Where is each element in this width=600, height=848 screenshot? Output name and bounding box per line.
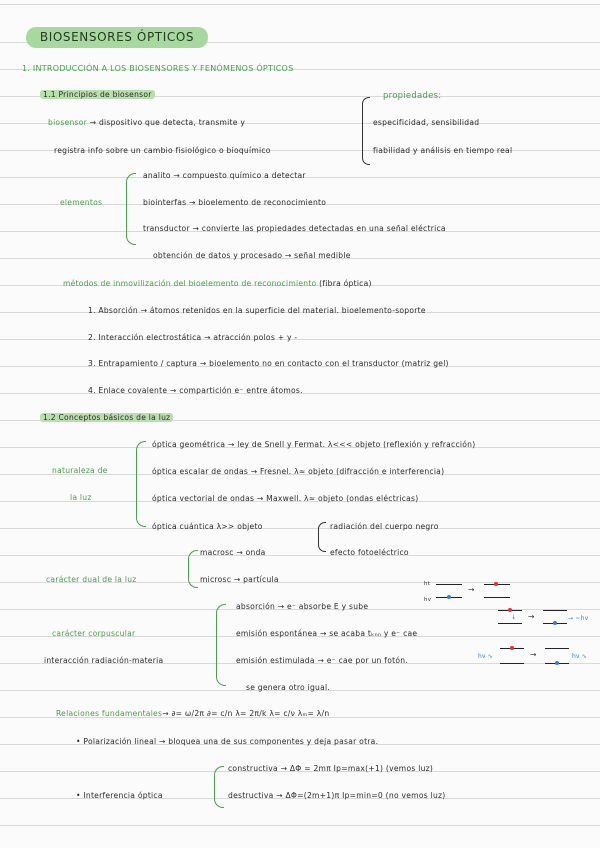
interferencia-constructiva: constructiva → ΔΦ = 2mπ Ip=max(+1) (vemos luz): [228, 764, 434, 773]
level-upper-a1: [436, 584, 462, 585]
optica-escalar: óptica escalar de ondas → Fresnel. λ≈ objeto (difracción e interferencia): [152, 467, 445, 476]
subsection-heading-1-2: [40, 413, 173, 423]
section-heading-1: 1. INTRODUCCIÓN A LOS BIOSENSORES Y FENÓMENOS ÓPTICOS: [22, 64, 294, 73]
dual-brace: [188, 550, 198, 588]
arrow-1: →: [468, 585, 475, 594]
propiedades-brace: [362, 97, 370, 165]
metodo-4: 4. Enlace covalente → compartición e⁻ entre átomos.: [88, 386, 303, 395]
naturaleza-label-1: naturaleza de: [52, 466, 108, 475]
cuerpo-negro: radiación del cuerpo negro: [330, 522, 439, 531]
diagram-label-ht: ht: [424, 581, 431, 587]
optica-vectorial: óptica vectorial de ondas → Maxwell. λ≈ objeto (ondas eléctricas): [152, 494, 419, 503]
level-lower-a2: [484, 597, 510, 598]
metodos-note: (fibra óptica): [319, 279, 372, 288]
polarizacion-lineal: • Polarización lineal → bloquea una de sus componentes y deja pasar otra.: [76, 737, 379, 746]
metodo-2: 2. Interacción electrostática → atracción polos + y -: [88, 333, 298, 342]
emitted-photon: → ~hv: [568, 615, 589, 622]
emision-estimulada-cont: se genera otro igual.: [246, 683, 331, 692]
electron-dot-c2: [555, 661, 559, 665]
relaciones-equations: → ∂= ω/2π ∂= c/n λ= 2π/k λ= c/ν λₘ= λ/n: [162, 709, 330, 718]
stimulated-photons: hν ∿: [572, 653, 588, 660]
subsection-heading-1-1-text: 1.1 Principios de biosensor: [40, 90, 155, 99]
naturaleza-brace: [136, 441, 146, 527]
elemento-4: obtención de datos y procesado → señal medible: [153, 251, 351, 260]
caracter-dual-label: carácter dual de la luz: [46, 575, 137, 584]
elemento-1: analito → compuesto químico a detectar: [143, 171, 306, 180]
propiedad-1: especificidad, sensibilidad: [373, 118, 480, 127]
metodos-title: métodos de inmovilización del bioelemento de reconocimiento: [63, 279, 317, 288]
arrow-2: →: [528, 612, 535, 621]
propiedades-label: propiedades:: [383, 91, 442, 101]
arrow-3: →: [530, 650, 537, 659]
diagram-label-hv: hv: [424, 597, 432, 603]
emision-estimulada: emisión estimulada → e⁻ cae por un fotón.: [236, 656, 408, 665]
electron-dot-b: [508, 608, 512, 612]
metodo-1: 1. Absorción → átomos retenidos en la superficie del material. bioelemento-soporte: [88, 306, 426, 315]
electron-dot-excited: [494, 582, 498, 586]
interferencia-brace: [214, 766, 224, 808]
relaciones-label: Relaciones fundamentales: [56, 709, 163, 718]
incoming-photon: hν ∿: [478, 653, 494, 660]
level-upper-c2: [545, 648, 569, 649]
dual-microsc: microsc → partícula: [200, 575, 279, 584]
naturaleza-label-2: la luz: [70, 493, 92, 502]
dual-macrosc: macrosc → onda: [200, 548, 266, 557]
elemento-2: biointerfas → bioelemento de reconocimiento: [143, 198, 327, 207]
emision-espontanea: emisión espontánea → se acaba tₖₙₙ y e⁻ cae: [236, 629, 418, 638]
biosensor-definition-text: → dispositivo que detecta, transmite y: [89, 118, 246, 127]
metodos-heading: [63, 279, 372, 289]
biosensor-definition-line-2: registra info sobre un cambio fisiológico o bioquímico: [54, 146, 271, 155]
level-lower-b1: [498, 623, 522, 624]
relaciones-fundamentales: [56, 709, 329, 719]
interaccion-label: interacción radiación-materia: [44, 656, 164, 665]
propiedad-2: fiabilidad y análisis en tiempo real: [373, 146, 513, 155]
corpuscular-label: carácter corpuscular: [52, 629, 136, 638]
biosensor-term: biosensor: [48, 118, 87, 127]
electron-dot-c: [510, 646, 514, 650]
interferencia-optica: • Interferencia óptica: [76, 791, 163, 800]
elementos-brace: [126, 173, 136, 245]
corpuscular-brace: [216, 604, 226, 686]
efecto-fotoelectrico: efecto fotoeléctrico: [330, 548, 409, 557]
decay-arrow: ↓: [511, 614, 517, 621]
elemento-3: transductor → convierte las propiedades detectadas en una señal eléctrica: [143, 224, 446, 233]
optica-geometrica: óptica geométrica → ley de Snell y Fermat. λ<<< objeto (reflexión y refracción): [152, 440, 476, 449]
page-title: BIOSENSORES ÓPTICOS: [26, 27, 208, 48]
metodo-3: 3. Entrapamiento / captura → bioelemento no en contacto con el transductor (matriz gel): [88, 359, 449, 368]
elementos-label: elementos: [60, 198, 103, 207]
subsection-heading-1-1: [40, 90, 155, 100]
biosensor-definition-line-1: [48, 118, 245, 128]
optica-cuantica: óptica cuántica λ>> objeto: [152, 522, 263, 531]
interferencia-destructiva: destructiva → ΔΦ=(2m+1)π Ip=min=0 (no vemos luz): [228, 791, 446, 800]
absorcion: absorción → e⁻ absorbe E y sube: [236, 602, 369, 611]
electron-dot: [447, 595, 451, 599]
level-lower-c1: [500, 663, 524, 664]
level-upper-b2: [543, 610, 567, 611]
electron-dot-b2: [553, 621, 557, 625]
subsection-heading-1-2-text: 1.2 Conceptos básicos de la luz: [40, 413, 173, 422]
cuantica-brace: [318, 522, 326, 552]
